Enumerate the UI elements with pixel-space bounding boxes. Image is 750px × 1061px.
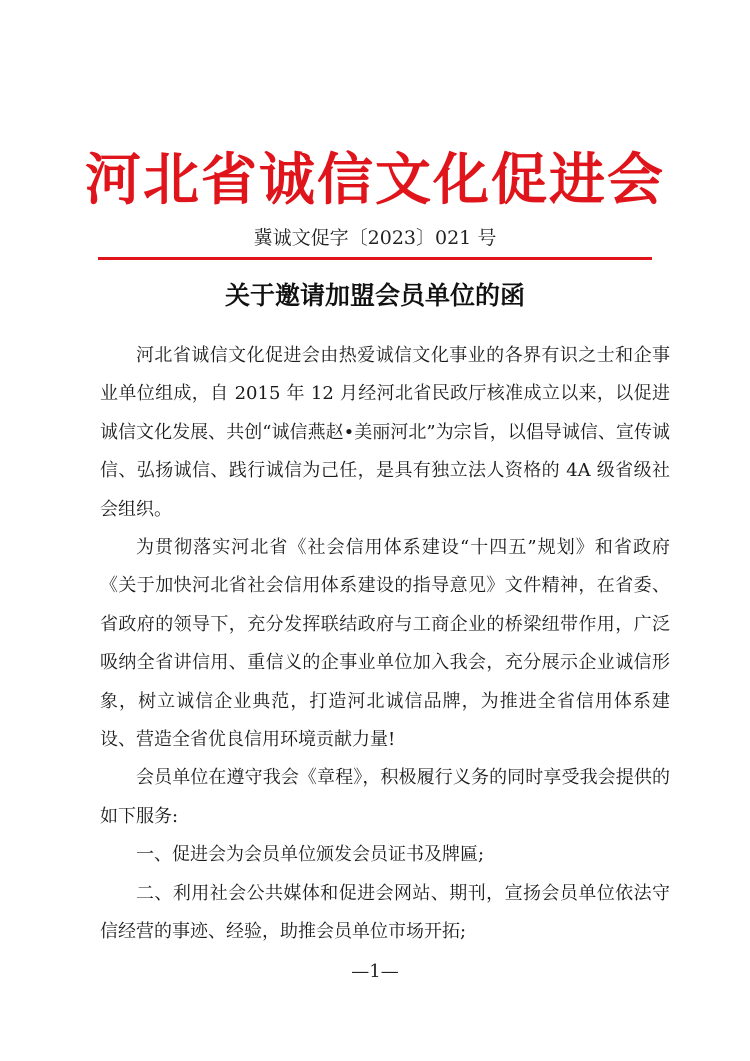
- document-title: 关于邀请加盟会员单位的函: [224, 281, 525, 310]
- organization-name: 河北省诚信文化促进会: [85, 148, 665, 213]
- paragraph-purpose: 为贯彻落实河北省《社会信用体系建设“十四五”规划》和省政府《关于加快河北省社会信用体系建设的指导意见》文件精神，在省委、省政府的领导下，充分发挥联结政府与工商企业的桥梁纽带作用，广泛吸纳全省讲信用、重信义的企事业单位加入我会，充分展示企业诚信形象，树立诚信企业典范，打造河北诚信品牌，为推进全省信用体系建设、营造全省优良信用环境贡献力量!: [100, 537, 670, 751]
- red-header-divider: [98, 257, 652, 260]
- paragraph-service-1: 一、促进会为会员单位颁发会员证书及牌匾;: [136, 844, 485, 866]
- page-number: —1—: [351, 961, 399, 982]
- paragraph-services-intro: 会员单位在遵守我会《章程》，积极履行义务的同时享受我会提供的如下服务:: [100, 767, 670, 827]
- paragraph-service-2: 二、利用社会公共媒体和促进会网站、期刊，宣扬会员单位依法守信经营的事迹、经验，助推会员单位市场开拓;: [100, 882, 670, 943]
- paragraph-intro: 河北省诚信文化促进会由热爱诚信文化事业的各界有识之士和企事业单位组成，自 2015 年 12 月经河北省民政厅核准成立以来，以促进诚信文化发展、共创“诚信燕赵•美丽河北”为宗旨，以倡导诚信、宣传诚信、弘扬诚信、践行诚信为己任，是具有独立法人资格的 4A 级省级社会组织。: [100, 345, 670, 520]
- document-body: [100, 337, 670, 952]
- document-number: 冀诚文促字〔2023〕021 号: [253, 227, 497, 249]
